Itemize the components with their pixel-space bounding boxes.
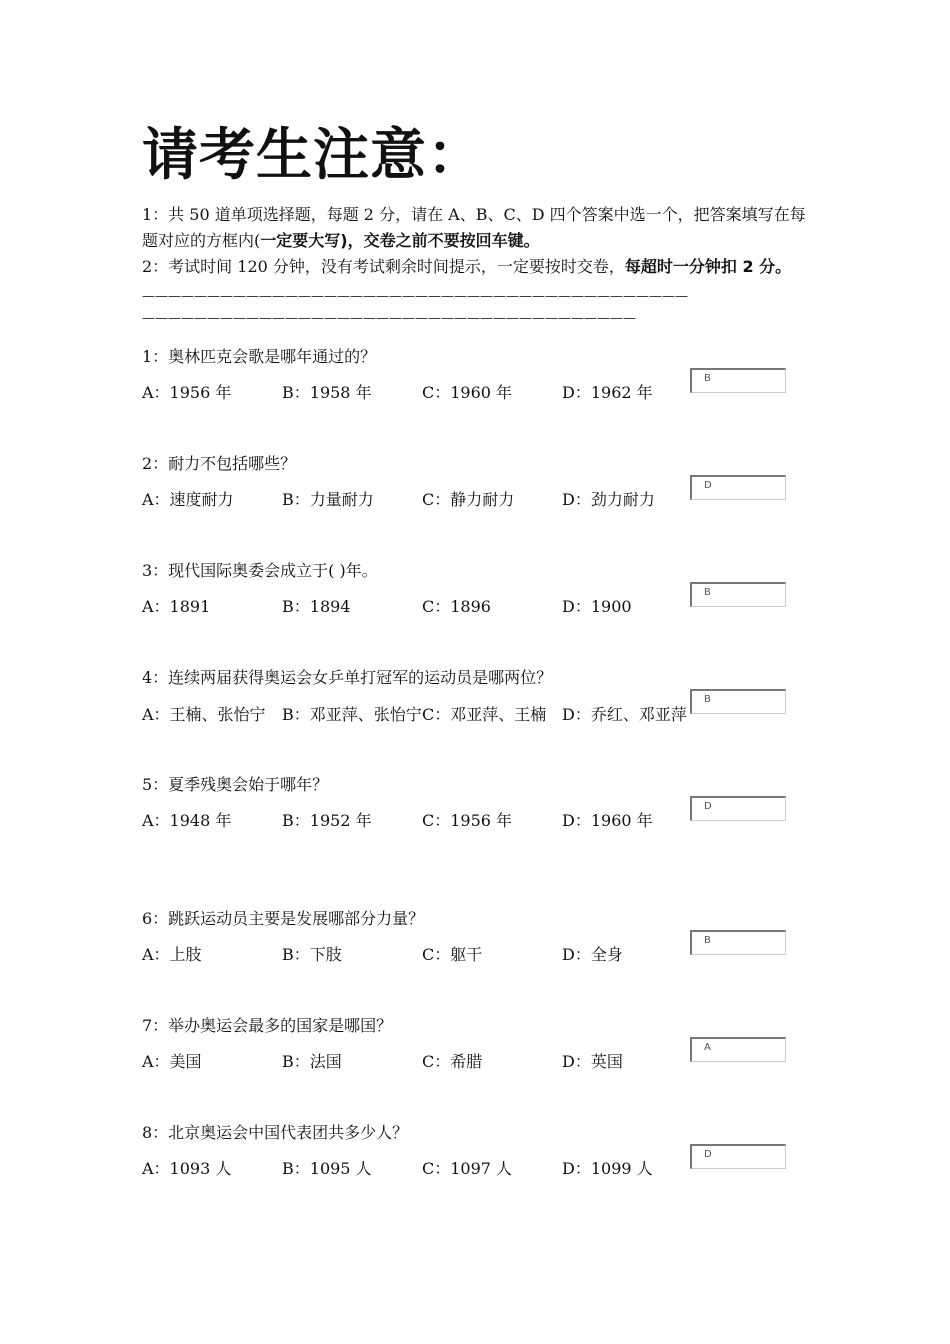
option-b: B：1095 人	[282, 1159, 372, 1178]
answer-input[interactable]: D	[690, 475, 786, 500]
option-a: A：美国	[142, 1052, 202, 1071]
option-c: C：1960 年	[422, 383, 513, 402]
question-text: 2：耐力不包括哪些？	[142, 454, 297, 473]
instruction-1-text: 1：共 50 道单项选择题，每题 2 分，请在 A、B、C、D 四个答案中选一个，把答案填写在每题对应的方框内(	[142, 205, 806, 250]
instruction-2	[142, 254, 812, 280]
answer-input[interactable]: B	[690, 368, 786, 393]
option-d: D：1900	[562, 597, 632, 616]
question-6	[142, 908, 812, 1015]
question-3	[142, 560, 812, 667]
option-c: C：1956 年	[422, 811, 513, 830]
option-d: D：1960 年	[562, 811, 653, 830]
option-d: D：1099 人	[562, 1159, 653, 1178]
question-8	[142, 1122, 812, 1229]
question-4	[142, 667, 812, 774]
option-b: B：法国	[282, 1052, 342, 1071]
divider-line-2: ——————————————————————————————————————	[142, 311, 636, 326]
question-7	[142, 1015, 812, 1122]
question-text: 5：夏季残奥会始于哪年？	[142, 775, 329, 794]
answer-input[interactable]: B	[690, 689, 786, 714]
question-2	[142, 453, 812, 560]
option-b: B：1894	[282, 597, 351, 616]
option-d: D：英国	[562, 1052, 623, 1071]
answer-input[interactable]: D	[690, 1144, 786, 1169]
option-a: A：1956 年	[142, 383, 232, 402]
option-c: C：1896	[422, 597, 491, 616]
option-b: B：下肢	[282, 945, 342, 964]
question-text: 3：现代国际奥委会成立于( )年。	[142, 561, 378, 580]
option-d: D：劲力耐力	[562, 490, 655, 509]
option-a: A：上肢	[142, 945, 202, 964]
option-a: A：1093 人	[142, 1159, 232, 1178]
option-a: A：1948 年	[142, 811, 232, 830]
option-b: B：1952 年	[282, 811, 372, 830]
instruction-2-text: 2：考试时间 120 分钟，没有考试剩余时间提示，一定要按时交卷，	[142, 257, 625, 276]
instruction-1-emphasis: 一定要大写)，交卷之前不要按回车键。	[260, 231, 540, 250]
option-b: B：力量耐力	[282, 490, 374, 509]
option-c: C：希腊	[422, 1052, 483, 1071]
question-list	[142, 346, 812, 1229]
exam-page	[142, 123, 812, 1229]
answer-input[interactable]: A	[690, 1037, 786, 1062]
instruction-1	[142, 202, 812, 254]
option-a: A：王楠、张怡宁	[142, 705, 266, 724]
option-a: A：速度耐力	[142, 490, 234, 509]
option-d: D：全身	[562, 945, 623, 964]
option-d: D：1962 年	[562, 383, 653, 402]
option-d: D：乔红、邓亚萍	[562, 705, 687, 724]
option-b: B：1958 年	[282, 383, 372, 402]
option-c: C：静力耐力	[422, 490, 515, 509]
question-1	[142, 346, 812, 453]
option-c: C：躯干	[422, 945, 483, 964]
answer-input[interactable]: B	[690, 930, 786, 955]
option-c: C：邓亚萍、王楠	[422, 705, 547, 724]
question-5	[142, 774, 812, 908]
question-text: 1：奥林匹克会歌是哪年通过的？	[142, 347, 377, 366]
answer-input[interactable]: B	[690, 582, 786, 607]
option-c: C：1097 人	[422, 1159, 513, 1178]
question-text: 6：跳跃运动员主要是发展哪部分力量？	[142, 909, 425, 928]
question-text: 4：连续两届获得奥运会女乒单打冠军的运动员是哪两位？	[142, 668, 553, 687]
divider-line-1: ——————————————————————————————————————————	[142, 289, 688, 304]
instruction-2-emphasis: 每超时一分钟扣 2 分。	[624, 257, 792, 276]
option-b: B：邓亚萍、张怡宁	[282, 705, 422, 724]
page-title: 请考生注意：	[142, 123, 484, 188]
question-text: 8：北京奥运会中国代表团共多少人？	[142, 1123, 409, 1142]
question-text: 7：举办奥运会最多的国家是哪国？	[142, 1016, 393, 1035]
answer-input[interactable]: D	[690, 796, 786, 821]
option-a: A：1891	[142, 597, 211, 616]
